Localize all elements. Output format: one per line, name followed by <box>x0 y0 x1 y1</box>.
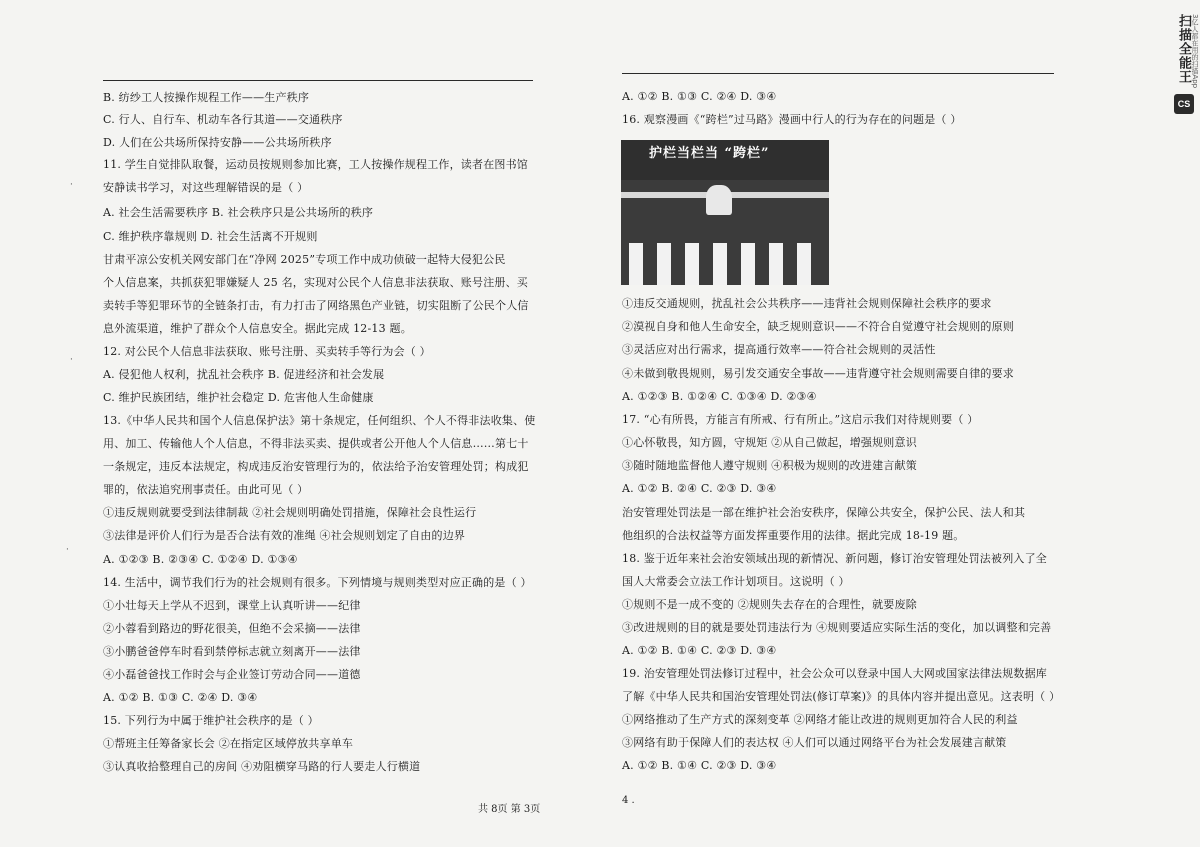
passage-line: 卖转手等犯罪环节的全链条打击，有力打击了网络黑色产业链，切实阻断了公民个人信 <box>103 299 529 312</box>
question-18: 18. 鉴于近年来社会治安领域出现的新情况、新问题，修订治安管理处罚法被列入了全 <box>622 552 1047 565</box>
option-line: ①网络推动了生产方式的深刻变革 ②网络才能让改进的规则更加符合人民的利益 <box>622 713 1018 726</box>
question-11-cont: 安静读书学习，对这些理解错误的是（ ） <box>103 181 309 194</box>
option-line: ④未做到敬畏规则，易引发交通安全事故——违背遵守社会规则需要自律的要求 <box>622 367 1014 380</box>
answer-choices: A. ①②③ B. ②③④ C. ①②④ D. ①③④ <box>103 553 298 566</box>
option-line: ②小蓉看到路边的野花很美，但绝不会采摘——法律 <box>103 622 361 635</box>
question-16: 16. 观察漫画《“跨栏”过马路》漫画中行人的行为存在的问题是（ ） <box>622 113 962 126</box>
answer-choices: A. ①② B. ①④ C. ②③ D. ③④ <box>622 644 777 657</box>
option-line: ②漠视自身和他人生命安全，缺乏规则意识——不符合自觉遵守社会规则的原则 <box>622 320 1014 333</box>
option-line: ③小鹏爸爸停车时看到禁停标志就立刻离开——法律 <box>103 645 361 658</box>
passage-line: 息外流渠道，维护了群众个人信息安全。据此完成 12-13 题。 <box>103 322 412 335</box>
question-13: 13.《中华人民共和国个人信息保护法》第十条规定，任何组织、个人不得非法收集、使 <box>103 414 536 427</box>
scan-speck: · <box>70 355 73 365</box>
answer-choices: A. ①② B. ①③ C. ②④ D. ③④ <box>103 691 258 704</box>
passage-line: 他组织的合法权益等方面发挥重要作用的法律。据此完成 18-19 题。 <box>622 529 965 542</box>
crosswalk-stripe <box>741 243 755 285</box>
option-line: C. 行人、自行车、机动车各行其道——交通秩序 <box>103 113 343 126</box>
option-line: B. 纺纱工人按操作规程工作——生产秩序 <box>103 91 310 104</box>
question-13-cont: 罪的，依法追究刑事责任。由此可见（ ） <box>103 483 309 496</box>
passage-line: 治安管理处罚法是一部在维护社会治安秩序，保障公共安全，保护公民、法人和其 <box>622 506 1026 519</box>
option-line: ④小磊爸爸找工作时会与企业签订劳动合同——道德 <box>103 668 361 681</box>
crosswalk-stripe <box>685 243 699 285</box>
watermark-subtitle: 3亿人都在用的扫描App <box>1191 14 1199 89</box>
question-13-cont: 用、加工、传输他人个人信息，不得非法买卖、提供或者公开他人个人信息……第七十 <box>103 437 529 450</box>
cartoon-caption: 护栏当栏当 “跨栏” <box>649 146 770 161</box>
option-line: ①违反规则就要受到法律制裁 ②社会规则明确处罚措施，保障社会良性运行 <box>103 506 477 519</box>
scan-speck: · <box>66 545 69 555</box>
left-top-rule <box>103 80 533 81</box>
crosswalk-stripe <box>657 243 671 285</box>
option-line: C. 维护民族团结，维护社会稳定 D. 危害他人生命健康 <box>103 391 374 404</box>
question-13-cont: 一条规定，违反本法规定，构成违反治安管理行为的，依法给予治安管理处罚；构成犯 <box>103 460 529 473</box>
crosswalk-stripe <box>797 243 811 285</box>
option-line: ①帮班主任筹备家长会 ②在指定区域停放共享单车 <box>103 737 354 750</box>
camscanner-logo-icon: CS <box>1174 94 1194 114</box>
option-line: ①规则不是一成不变的 ②规则失去存在的合理性，就要废除 <box>622 598 917 611</box>
question-19: 19. 治安管理处罚法修订过程中，社会公众可以登录中国人大网或国家法律法规数据库 <box>622 667 1047 680</box>
crosswalk-stripe <box>629 243 643 285</box>
crosswalk-stripe <box>769 243 783 285</box>
option-line: C. 维护秩序靠规则 D. 社会生活离不开规则 <box>103 230 318 243</box>
option-line: ①小壮每天上学从不迟到，课堂上认真听讲——纪律 <box>103 599 361 612</box>
option-line: ③网络有助于保障人们的表达权 ④人们可以通过网络平台为社会发展建言献策 <box>622 736 1007 749</box>
option-line: A. 社会生活需要秩序 B. 社会秩序只是公共场所的秩序 <box>103 206 374 219</box>
question-19-cont: 了解《中华人民共和国治安管理处罚法(修订草案)》的具体内容并提出意见。这表明（ ） <box>622 690 1061 703</box>
option-line: ③改进规则的目的就是要处罚违法行为 ④规则要适应实际生活的变化，加以调整和完善 <box>622 621 1052 634</box>
footer-marks: 4 . <box>622 795 635 806</box>
answer-choices: A. ①②③ B. ①②④ C. ①③④ D. ②③④ <box>622 390 817 403</box>
option-line: ①违反交通规则，扰乱社会公共秩序——违背社会规则保障社会秩序的要求 <box>622 297 992 310</box>
question-15: 15. 下列行为中属于维护社会秩序的是（ ） <box>103 714 319 727</box>
option-line: ③灵活应对出行需求，提高通行效率——符合社会规则的灵活性 <box>622 343 936 356</box>
option-line: ③认真收拾整理自己的房间 ④劝阻横穿马路的行人要走人行横道 <box>103 760 421 773</box>
page-number: 共 8页 第 3页 <box>478 804 541 815</box>
question-12: 12. 对公民个人信息非法获取、账号注册、买卖转手等行为会（ ） <box>103 345 431 358</box>
answer-choices: A. ①② B. ②④ C. ②③ D. ③④ <box>622 482 777 495</box>
option-line: ③随时随地监督他人遵守规则 ④积极为规则的改进建言献策 <box>622 459 917 472</box>
option-line: ③法律是评价人们行为是否合法有效的准绳 ④社会规则划定了自由的边界 <box>103 529 466 542</box>
passage-line: 个人信息案，共抓获犯罪嫌疑人 25 名，实现对公民个人信息非法获取、账号注册、买 <box>103 276 528 289</box>
option-line: A. 侵犯他人权利，扰乱社会秩序 B. 促进经济和社会发展 <box>103 368 385 381</box>
question-17: 17. “心有所畏，方能言有所戒、行有所止。”这启示我们对待规则要（ ） <box>622 413 979 426</box>
scan-speck: · <box>70 180 73 190</box>
passage-line: 甘肃平凉公安机关网安部门在“净网 2025”专项工作中成功侦破一起特大侵犯公民 <box>103 253 506 266</box>
answer-choices: A. ①② B. ①④ C. ②③ D. ③④ <box>622 759 777 772</box>
watermark-name: 扫描全能王 <box>1176 14 1191 84</box>
question-14: 14. 生活中，调节我们行为的社会规则有很多。下列情境与规则类型对应正确的是（ ） <box>103 576 532 589</box>
crosswalk-stripe <box>713 243 727 285</box>
cartoon-pedestrian <box>706 185 732 215</box>
answer-choices: A. ①② B. ①③ C. ②④ D. ③④ <box>622 90 777 103</box>
cartoon-image <box>621 140 829 285</box>
option-line: D. 人们在公共场所保持安静——公共场所秩序 <box>103 136 332 149</box>
option-line: ①心怀敬畏，知方圆，守规矩 ②从自己做起，增强规则意识 <box>622 436 917 449</box>
scanner-watermark <box>1160 0 1200 140</box>
question-18-cont: 国人大常委会立法工作计划项目。这说明（ ） <box>622 575 850 588</box>
right-top-rule <box>622 73 1054 74</box>
question-11: 11. 学生自觉排队取餐，运动员按规则参加比赛，工人按操作规程工作，读者在图书馆 <box>103 158 528 171</box>
